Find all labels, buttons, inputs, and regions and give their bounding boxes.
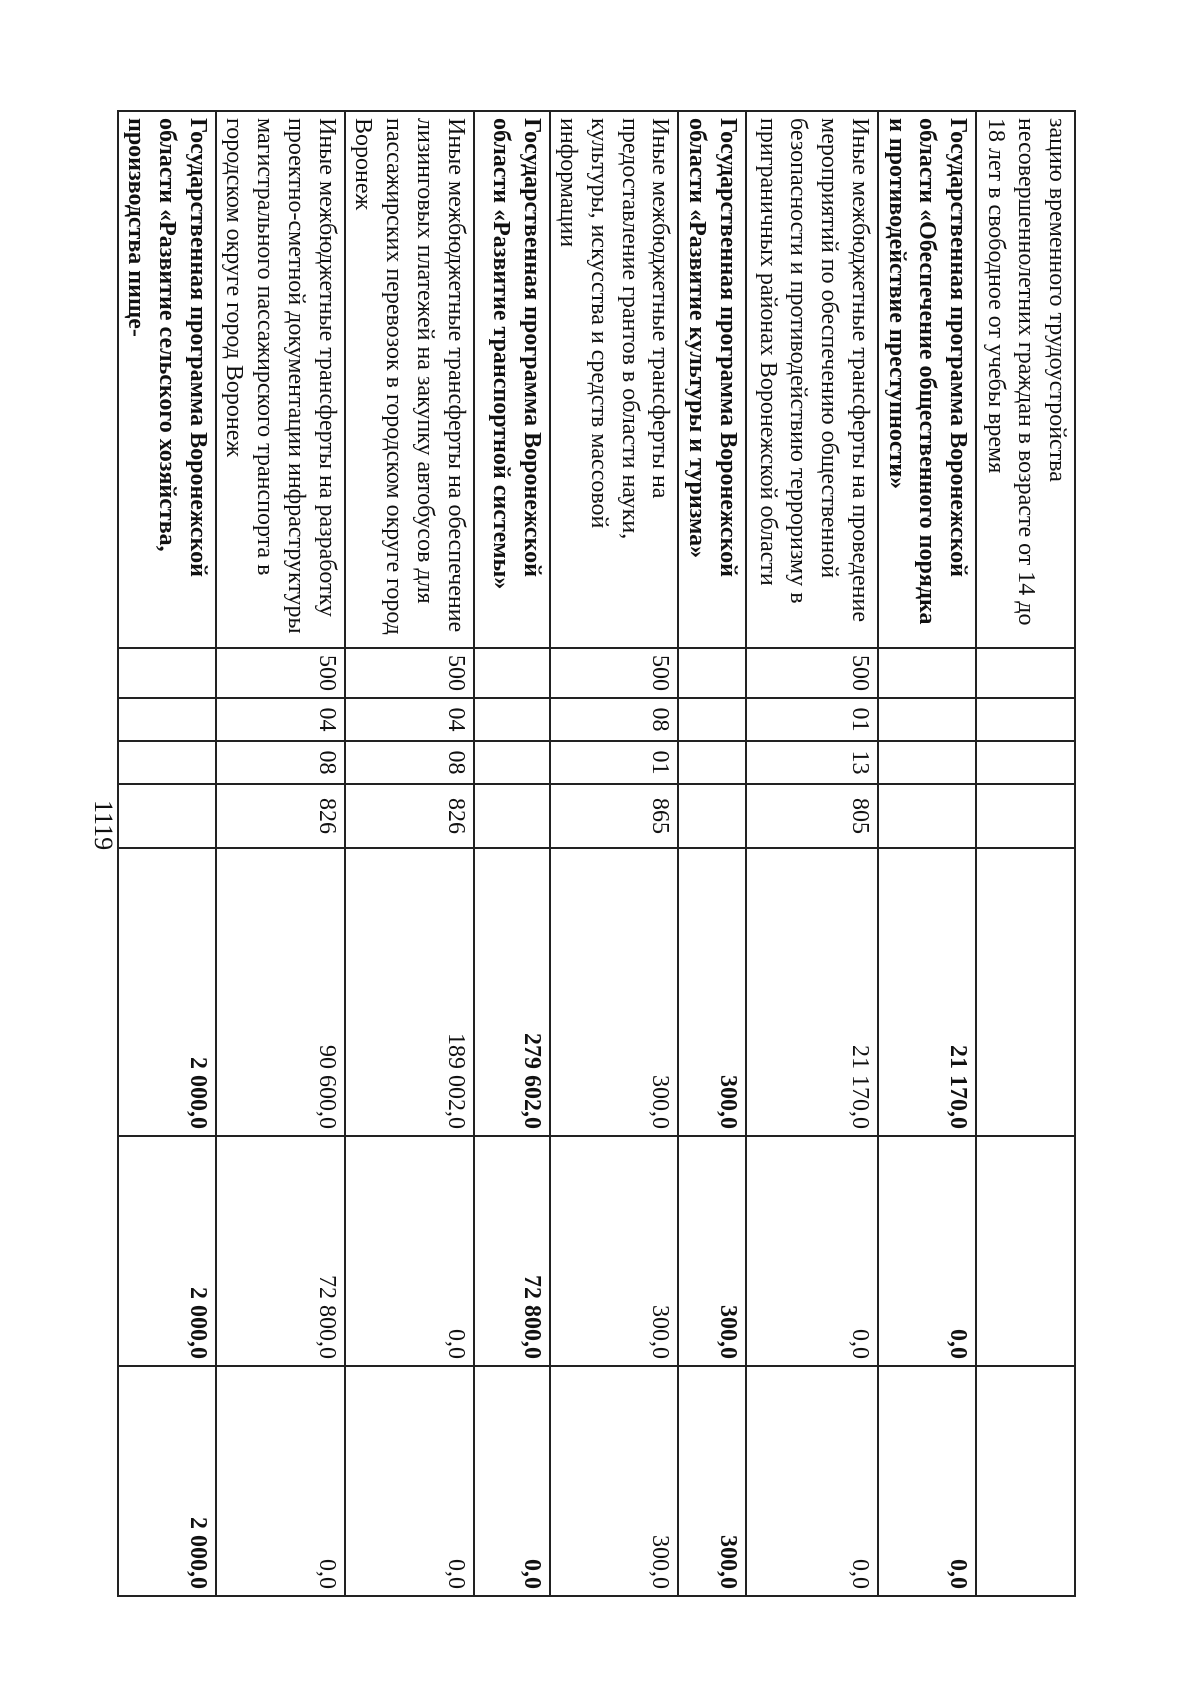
cell-amount-year-2: 72 800,0 <box>216 1136 345 1366</box>
cell-expense-type-code <box>678 784 745 848</box>
cell-subsection-code <box>678 741 745 784</box>
cell-expense-type-code <box>878 784 976 848</box>
cell-amount-year-2: 72 800,0 <box>474 1136 550 1366</box>
cell-amount-year-2: 300,0 <box>678 1136 745 1366</box>
table-row <box>216 111 345 1596</box>
cell-amount-year-1 <box>976 848 1075 1136</box>
cell-amount-year-2: 0,0 <box>345 1136 474 1366</box>
cell-description: Государственная программа Воронежской области «Развитие транспортной системы» <box>474 111 550 648</box>
page-number: 1119 <box>89 800 118 851</box>
cell-amount-year-3: 0,0 <box>345 1366 474 1596</box>
cell-subsection-code <box>118 741 216 784</box>
cell-subsection-code <box>878 741 976 784</box>
cell-amount-year-3: 2 000,0 <box>118 1366 216 1596</box>
cell-grbs-code: 500 <box>345 648 474 698</box>
table-row <box>474 111 550 1596</box>
cell-grbs-code: 500 <box>746 648 878 698</box>
cell-amount-year-3: 0,0 <box>746 1366 878 1596</box>
cell-expense-type-code <box>976 784 1075 848</box>
cell-subsection-code: 01 <box>550 741 679 784</box>
table-row <box>976 111 1075 1596</box>
cell-section-code <box>474 698 550 741</box>
cell-amount-year-2 <box>976 1136 1075 1366</box>
cell-amount-year-1: 300,0 <box>678 848 745 1136</box>
budget-table-rotated <box>123 110 1076 1595</box>
cell-amount-year-2: 0,0 <box>746 1136 878 1366</box>
budget-table <box>117 110 1076 1597</box>
cell-amount-year-3: 0,0 <box>216 1366 345 1596</box>
cell-description: Иные межбюджетные трансферты на разработку проектно-сметной документации инфраструктуры магистрального пассажирского транспорта в городском округе город Воронеж <box>216 111 345 648</box>
cell-amount-year-2: 0,0 <box>878 1136 976 1366</box>
cell-description: Государственная программа Воронежской области «Развитие культуры и туризма» <box>678 111 745 648</box>
cell-subsection-code: 08 <box>216 741 345 784</box>
cell-description: Иные межбюджетные трансферты на обеспечение лизинговых платежей на закупку автобусов для пассажирских перевозок в городском округе город Воронеж <box>345 111 474 648</box>
cell-amount-year-1: 21 170,0 <box>878 848 976 1136</box>
cell-amount-year-2: 2 000,0 <box>118 1136 216 1366</box>
cell-amount-year-1: 2 000,0 <box>118 848 216 1136</box>
cell-section-code: 01 <box>746 698 878 741</box>
cell-expense-type-code: 805 <box>746 784 878 848</box>
cell-section-code <box>878 698 976 741</box>
cell-amount-year-3: 300,0 <box>550 1366 679 1596</box>
cell-amount-year-1: 279 602,0 <box>474 848 550 1136</box>
table-row <box>118 111 216 1596</box>
cell-description: Государственная программа Воронежской области «Обеспечение общественного порядка и противодействие преступности» <box>878 111 976 648</box>
table-row <box>678 111 745 1596</box>
cell-grbs-code: 500 <box>550 648 679 698</box>
cell-grbs-code <box>474 648 550 698</box>
cell-amount-year-3: 0,0 <box>474 1366 550 1596</box>
cell-amount-year-3 <box>976 1366 1075 1596</box>
cell-expense-type-code: 865 <box>550 784 679 848</box>
cell-amount-year-2: 300,0 <box>550 1136 679 1366</box>
cell-description: Государственная программа Воронежской области «Развитие сельского хозяйства, производства пище- <box>118 111 216 648</box>
cell-section-code: 04 <box>216 698 345 741</box>
cell-subsection-code <box>976 741 1075 784</box>
cell-subsection-code: 08 <box>345 741 474 784</box>
cell-amount-year-3: 300,0 <box>678 1366 745 1596</box>
cell-description: зацию временного трудоустройства несовершеннолетних граждан в возрасте от 14 до 18 лет в свободное от учебы время <box>976 111 1075 648</box>
cell-section-code <box>678 698 745 741</box>
cell-description: Иные межбюджетные трансферты на проведение мероприятий по обеспечению общественной безопасности и противодействию терроризму в приграничных районах Воронежской области <box>746 111 878 648</box>
cell-subsection-code: 13 <box>746 741 878 784</box>
cell-section-code: 08 <box>550 698 679 741</box>
cell-amount-year-1: 90 600,0 <box>216 848 345 1136</box>
cell-expense-type-code: 826 <box>345 784 474 848</box>
cell-expense-type-code <box>474 784 550 848</box>
cell-expense-type-code: 826 <box>216 784 345 848</box>
cell-description: Иные межбюджетные трансферты на предоставление грантов в области науки, культуры, искусства и средств массовой информации <box>550 111 679 648</box>
cell-grbs-code: 500 <box>216 648 345 698</box>
cell-amount-year-1: 189 002,0 <box>345 848 474 1136</box>
cell-grbs-code <box>878 648 976 698</box>
cell-expense-type-code <box>118 784 216 848</box>
cell-amount-year-1: 21 170,0 <box>746 848 878 1136</box>
cell-subsection-code <box>474 741 550 784</box>
cell-section-code <box>118 698 216 741</box>
table-body <box>118 111 1075 1596</box>
cell-amount-year-1: 300,0 <box>550 848 679 1136</box>
cell-section-code <box>976 698 1075 741</box>
cell-grbs-code <box>118 648 216 698</box>
cell-amount-year-3: 0,0 <box>878 1366 976 1596</box>
table-row <box>550 111 679 1596</box>
cell-section-code: 04 <box>345 698 474 741</box>
cell-grbs-code <box>678 648 745 698</box>
table-row <box>746 111 878 1596</box>
table-row <box>345 111 474 1596</box>
table-row <box>878 111 976 1596</box>
cell-grbs-code <box>976 648 1075 698</box>
